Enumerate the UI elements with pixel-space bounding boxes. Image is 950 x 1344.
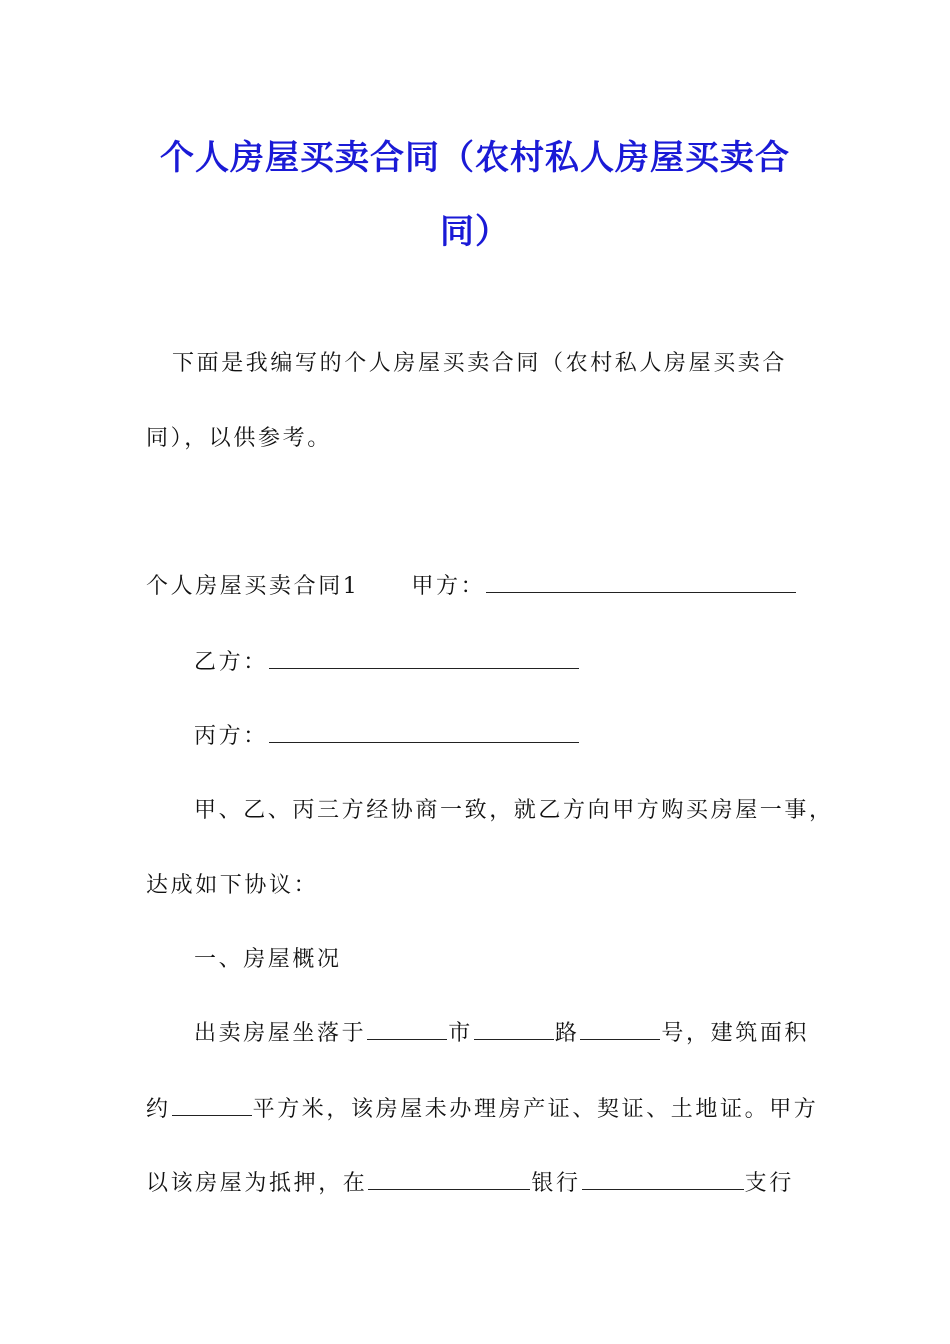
road-blank[interactable] (474, 1038, 554, 1040)
contract-heading: 个人房屋买卖合同1 (146, 574, 360, 599)
number-blank[interactable] (580, 1038, 660, 1040)
party-c-label: 丙方： (194, 724, 268, 749)
party-c-blank[interactable] (269, 741, 579, 743)
mortgage-prefix: 以该房屋为抵押，在 (146, 1171, 368, 1196)
location-prefix: 出卖房屋坐落于 (194, 1021, 367, 1046)
party-a-blank[interactable] (486, 591, 796, 593)
bank-label: 银行 (531, 1171, 581, 1196)
bank-blank[interactable] (368, 1188, 530, 1190)
area-row (146, 1092, 818, 1123)
mortgage-row (146, 1166, 794, 1197)
party-c-row (194, 719, 580, 750)
document-title-line-1: 个人房屋买卖合同（农村私人房屋买卖合 (160, 138, 790, 178)
document-title-line-2: 同） (440, 212, 510, 252)
party-b-blank[interactable] (269, 667, 579, 669)
agreement-line-2: 达成如下协议： (146, 873, 319, 898)
party-b-row (194, 645, 580, 676)
branch-label: 支行 (744, 1171, 794, 1196)
party-b-label: 乙方： (194, 650, 268, 675)
area-rest: 平方米，该房屋未办理房产证、契证、土地证。甲方 (252, 1097, 819, 1122)
intro-line-2: 同），以供参考。 (146, 426, 332, 451)
area-blank[interactable] (172, 1114, 252, 1116)
approx-label: 约 (146, 1097, 171, 1122)
city-blank[interactable] (367, 1038, 447, 1040)
number-area-label: 号，建筑面积 (661, 1021, 810, 1046)
party-a-label: 甲方： (411, 574, 486, 599)
city-label: 市 (448, 1021, 473, 1046)
location-row (194, 1016, 809, 1047)
contract-heading-row (146, 569, 797, 600)
branch-blank[interactable] (582, 1188, 744, 1190)
road-label: 路 (554, 1021, 580, 1046)
section-1-title: 一、房屋概况 (194, 947, 342, 972)
intro-line-1: 下面是我编写的个人房屋买卖合同（农村私人房屋买卖合 (172, 351, 788, 376)
agreement-line-1: 甲、乙、丙三方经协商一致，就乙方向甲方购买房屋一事， (194, 798, 834, 823)
